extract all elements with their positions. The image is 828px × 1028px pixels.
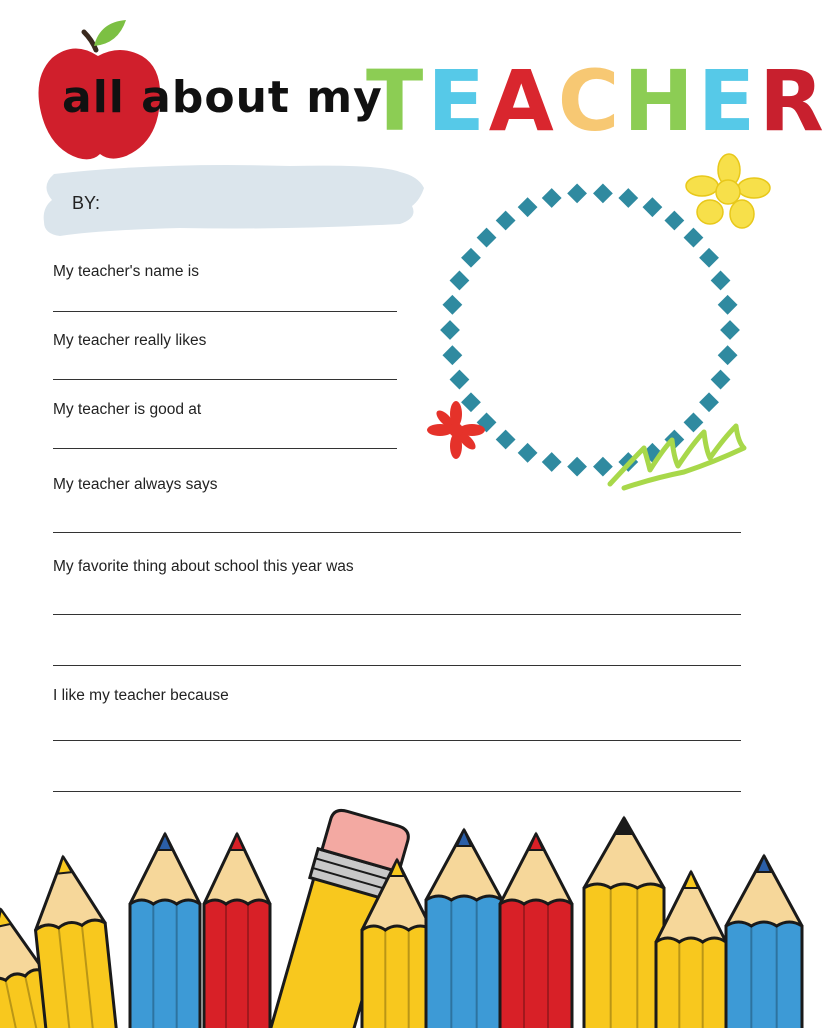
frame-diamond <box>643 197 663 217</box>
frame-diamond <box>442 345 462 365</box>
answer-line-good-at[interactable] <box>53 448 397 449</box>
prompt-like-because: I like my teacher because <box>53 687 229 704</box>
title-letter: A <box>488 52 558 150</box>
pencil-icon <box>130 834 200 1028</box>
scribble-decoration <box>604 418 754 490</box>
title-letter: T <box>366 52 428 150</box>
frame-diamond <box>718 295 738 315</box>
prompt-teacher-good-at: My teacher is good at <box>53 401 202 418</box>
prompt-teacher-likes: My teacher really likes <box>53 332 207 349</box>
prompt-teacher-says: My teacher always says <box>53 476 218 493</box>
frame-diamond <box>567 183 587 203</box>
pencil-icon <box>500 834 572 1028</box>
frame-diamond <box>518 197 538 217</box>
frame-diamond <box>711 370 731 390</box>
pencil-icon <box>584 818 664 1028</box>
flower-icon <box>426 400 486 460</box>
title-letter: R <box>759 52 828 150</box>
frame-diamond <box>542 188 562 208</box>
frame-diamond <box>440 320 460 340</box>
frame-diamond <box>442 295 462 315</box>
pencil-icon <box>28 853 117 1028</box>
title-teacher-word <box>366 52 828 150</box>
frame-diamond <box>518 443 538 463</box>
flower-icon <box>684 152 774 232</box>
prompt-teacher-name: My teacher's name is <box>53 263 199 280</box>
pencil-icon <box>426 830 502 1028</box>
frame-diamond <box>496 211 516 231</box>
frame-diamond <box>542 452 562 472</box>
title-letter: C <box>557 52 624 150</box>
answer-line-favorite-1[interactable] <box>53 614 741 615</box>
frame-diamond <box>699 392 719 412</box>
frame-diamond <box>450 370 470 390</box>
answer-line-because-2[interactable] <box>53 791 741 792</box>
answer-line-likes[interactable] <box>53 379 397 380</box>
frame-diamond <box>450 271 470 291</box>
frame-diamond <box>477 228 497 248</box>
answer-line-says[interactable] <box>53 532 741 533</box>
title-letter: E <box>697 52 760 150</box>
answer-line-name[interactable] <box>53 311 397 312</box>
answer-line-because-1[interactable] <box>53 740 741 741</box>
frame-diamond <box>593 183 613 203</box>
frame-diamond <box>699 248 719 268</box>
title-lower-text: all about my <box>62 72 383 123</box>
title-letter: E <box>427 52 489 150</box>
pencil-icon <box>656 872 726 1028</box>
frame-diamond <box>720 320 740 340</box>
pencil-icon <box>726 856 802 1028</box>
answer-line-favorite-2[interactable] <box>53 665 741 666</box>
pencil-icon <box>204 834 270 1028</box>
title-letter: H <box>623 52 698 150</box>
frame-diamond <box>718 345 738 365</box>
frame-diamond <box>496 430 516 450</box>
frame-diamond <box>618 188 638 208</box>
prompt-favorite-thing: My favorite thing about school this year was <box>53 558 354 575</box>
frame-diamond <box>664 211 684 231</box>
frame-diamond <box>461 248 481 268</box>
frame-diamond <box>711 271 731 291</box>
pencils-border <box>0 812 794 1028</box>
frame-diamond <box>567 457 587 477</box>
by-label: BY: <box>72 193 101 213</box>
